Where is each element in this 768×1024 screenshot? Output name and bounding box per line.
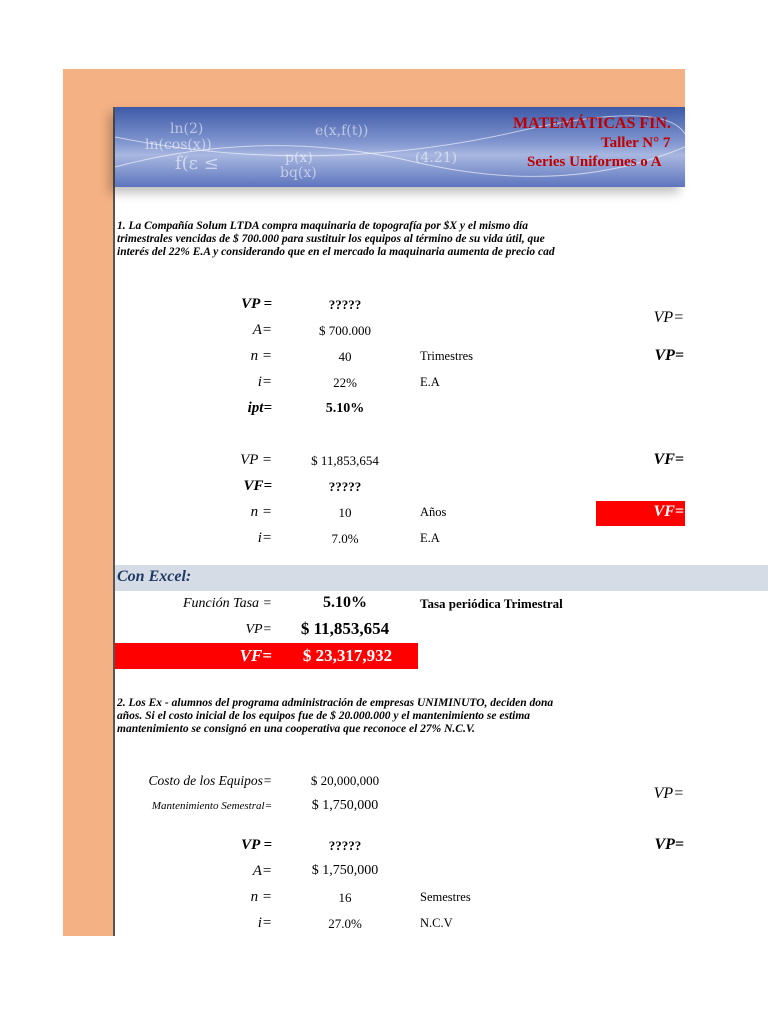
a-label: A= — [252, 863, 272, 879]
equipment-cost-value[interactable]: $ 20,000,000 — [310, 773, 380, 788]
tasa-function-label: Función Tasa = — [182, 596, 272, 611]
banner-subtitle: Series Uniformes o A — [527, 154, 662, 170]
excel-vf-label: VF= — [239, 646, 272, 665]
i-value[interactable]: 22% — [333, 375, 357, 390]
formula-text: bq(x) — [280, 165, 317, 181]
n-label: n = — [250, 889, 272, 905]
formula-text: (4.21) — [415, 150, 458, 166]
formula-text: p(x) — [285, 150, 313, 166]
vf-label: VF= — [243, 478, 272, 494]
maintenance-value[interactable]: $ 1,750,000 — [311, 798, 379, 813]
n-unit: Años — [420, 505, 447, 519]
i-value[interactable]: 27.0% — [328, 916, 362, 931]
vp-label: VP = — [240, 452, 272, 468]
vp-result-label: VP= — [654, 836, 684, 853]
vp-result-label: VP= — [654, 347, 684, 364]
formula-text: f(ε ≤ — [175, 153, 219, 174]
n-value[interactable]: 10 — [338, 505, 352, 520]
i-value[interactable]: 7.0% — [331, 531, 359, 546]
excel-vp-value[interactable]: $ 11,853,654 — [300, 619, 390, 638]
i-unit: N.C.V — [420, 916, 453, 930]
vp-result-label: VP= — [653, 309, 684, 326]
n-unit: Semestres — [420, 890, 471, 904]
tasa-function-unit: Tasa periódica Trimestral — [420, 596, 563, 611]
n-label: n = — [250, 348, 272, 364]
problem1-line: 1. La Compañía Solum LTDA compra maquinaria de topografía por $X y el mismo día — [117, 220, 528, 232]
i-unit: E.A — [420, 375, 440, 389]
formula-text: e(x,f(t)) — [315, 123, 369, 139]
a-value[interactable]: $ 1,750,000 — [311, 863, 379, 878]
excel-section-title: Con Excel: — [117, 568, 192, 585]
vf-result-label: VF= — [653, 451, 684, 468]
vp-value[interactable]: ????? — [328, 297, 362, 312]
tasa-function-value[interactable]: 5.10% — [323, 594, 367, 611]
problem2-line: 2. Los Ex - alumnos del programa administración de empresas UNIMINUTO, deciden dona — [117, 697, 554, 709]
problem1-line: interés del 22% E.A y considerando que en el mercado la maquinaria aumenta de precio cad — [117, 246, 555, 258]
i-label: i= — [257, 915, 272, 931]
banner-subtitle: Taller N° 7 — [601, 135, 671, 151]
sheet-frame-top — [63, 69, 685, 107]
vp-value[interactable]: $ 11,853,654 — [311, 453, 379, 468]
excel-vf-value[interactable]: $ 23,317,932 — [302, 646, 393, 665]
sheet-frame-left — [63, 69, 115, 936]
ipt-value[interactable]: 5.10% — [325, 401, 365, 416]
vp-value[interactable]: ????? — [328, 838, 362, 853]
vp-label: VP = — [241, 837, 272, 853]
i-label: i= — [257, 530, 272, 546]
equipment-cost-label: Costo de los Equipos= — [148, 773, 272, 788]
vp-label: VP = — [241, 296, 272, 312]
formula-text: ln(cos(x)) — [145, 137, 212, 153]
excel-section-band — [115, 565, 768, 591]
formula-text: ln(2) — [170, 121, 204, 137]
problem2-line: mantenimiento se consignó en una cooperativa que reconoce el 27% N.C.V. — [117, 723, 475, 735]
i-unit: E.A — [420, 531, 440, 545]
excel-vp-label: VP= — [245, 622, 272, 637]
n-label: n = — [250, 504, 272, 520]
a-label: A= — [252, 322, 272, 338]
problem2-line: años. Si el costo inicial de los equipos fue de $ 20.000.000 y el mantenimiento se estima — [117, 710, 531, 722]
n-unit: Trimestres — [420, 349, 474, 363]
vf-result-label: VF= — [653, 503, 684, 520]
vf-value[interactable]: ????? — [328, 479, 362, 494]
n-value[interactable]: 40 — [338, 349, 352, 364]
vp-result-label: VP= — [653, 785, 684, 802]
header-banner — [115, 107, 685, 187]
a-value[interactable]: $ 700.000 — [319, 323, 371, 338]
ipt-label: ipt= — [247, 400, 272, 416]
banner-title: MATEMÁTICAS FIN. — [513, 115, 671, 132]
maintenance-label: Mantenimiento Semestral= — [151, 800, 272, 812]
i-label: i= — [257, 374, 272, 390]
problem1-line: trimestrales vencidas de $ 700.000 para sustituir los equipos al término de su vida útil, que — [117, 233, 545, 245]
n-value[interactable]: 16 — [338, 890, 352, 905]
